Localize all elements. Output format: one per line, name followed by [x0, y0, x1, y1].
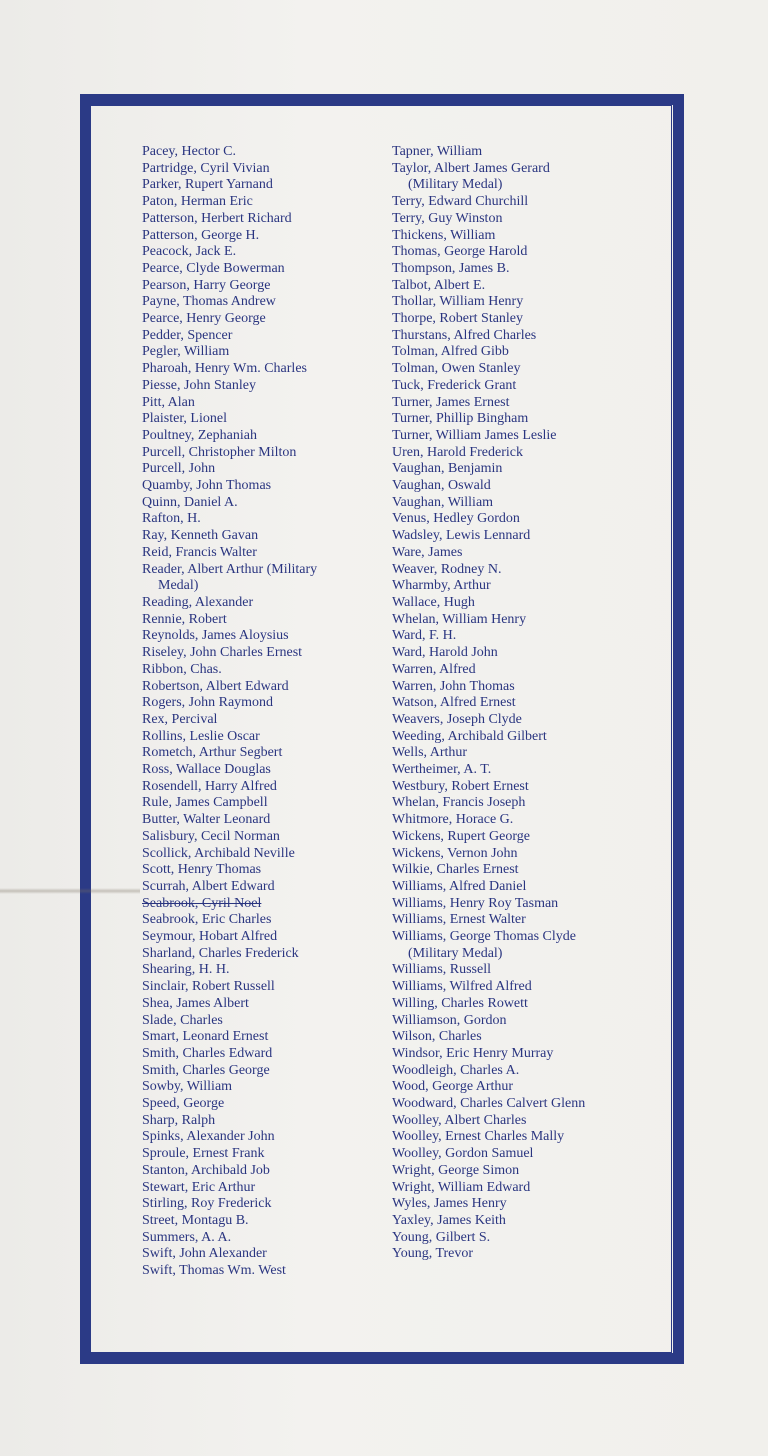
name-entry-continuation: (Military Medal)	[408, 945, 503, 961]
name-entry: Vaughan, William	[392, 494, 494, 510]
name-entry: Parker, Rupert Yarnand	[142, 177, 273, 193]
name-entry: Scurrah, Albert Edward	[142, 878, 275, 894]
name-entry: Thomas, George Harold	[392, 244, 528, 260]
name-entry: Partridge, Cyril Vivian	[142, 160, 270, 176]
name-entry: Yaxley, James Keith	[392, 1213, 506, 1228]
name-entry: Smith, Charles Edward	[142, 1045, 273, 1061]
name-entry: Summers, A. A.	[142, 1229, 232, 1245]
name-entry: Peacock, Jack E.	[142, 244, 237, 260]
name-entry: Williams, George Thomas Clyde	[392, 929, 577, 945]
name-entry: Pearce, Henry George	[142, 311, 266, 327]
name-entry-continuation: Medal)	[158, 578, 199, 594]
name-entry: Street, Montagu B.	[142, 1213, 249, 1228]
name-entry: Reading, Alexander	[142, 594, 254, 610]
name-entry: Wilkie, Charles Ernest	[392, 862, 519, 878]
name-entry: Windsor, Eric Henry Murray	[392, 1045, 554, 1061]
name-entry: Weaver, Rodney N.	[392, 561, 502, 577]
name-entry: Speed, George	[142, 1096, 225, 1112]
name-entry: Quinn, Daniel A.	[142, 494, 238, 510]
name-entry: Wadsley, Lewis Lennard	[392, 528, 531, 544]
name-entry: Swift, Thomas Wm. West	[142, 1263, 286, 1279]
name-entry: Turner, James Ernest	[392, 394, 510, 410]
name-entry: Wallace, Hugh	[392, 594, 475, 610]
name-entry: Thorpe, Robert Stanley	[392, 311, 524, 327]
name-entry: Rex, Percival	[142, 711, 218, 727]
name-entry: Slade, Charles	[142, 1012, 223, 1028]
name-entry: Williams, Henry Roy Tasman	[392, 895, 559, 911]
name-entry: Williams, Wilfred Alfred	[392, 979, 532, 995]
name-entry: Young, Trevor	[392, 1246, 474, 1262]
name-entry: Wilson, Charles	[392, 1029, 482, 1045]
name-entry: Woolley, Albert Charles	[392, 1112, 527, 1128]
name-entry: Smart, Leonard Ernest	[142, 1029, 269, 1045]
name-entry: Rollins, Leslie Oscar	[142, 728, 260, 744]
name-entry: Payne, Thomas Andrew	[142, 294, 276, 310]
name-entry: Shea, James Albert	[142, 995, 249, 1011]
name-entry: Patterson, George H.	[142, 227, 260, 243]
name-entry: Weeding, Archibald Gilbert	[392, 728, 547, 744]
name-entry: Thurstans, Alfred Charles	[392, 327, 537, 343]
name-entry: Shearing, H. H.	[142, 962, 230, 978]
name-entry: Willing, Charles Rowett	[392, 995, 528, 1011]
name-entry: Sproule, Ernest Frank	[142, 1146, 265, 1162]
name-entry: Tuck, Frederick Grant	[392, 377, 517, 393]
name-entry: Wharmby, Arthur	[392, 578, 491, 594]
name-entry: Scott, Henry Thomas	[142, 862, 262, 878]
name-entry: Vaughan, Benjamin	[392, 461, 503, 477]
name-entry: Ross, Wallace Douglas	[142, 762, 271, 778]
name-entry: Taylor, Albert James Gerard	[392, 160, 550, 176]
name-entry: Stanton, Archibald Job	[142, 1162, 270, 1178]
name-entry: Tolman, Alfred Gibb	[392, 344, 509, 360]
name-entry: Ward, F. H.	[392, 628, 457, 644]
name-entry: Poultney, Zephaniah	[142, 427, 257, 443]
name-entry: Paton, Herman Eric	[142, 194, 253, 210]
name-entry: Quamby, John Thomas	[142, 478, 272, 494]
name-entry: Spinks, Alexander John	[142, 1129, 275, 1145]
name-entry: Purcell, John	[142, 461, 216, 477]
name-entry: Rogers, John Raymond	[142, 695, 274, 711]
name-entry: Terry, Guy Winston	[392, 210, 503, 226]
name-entry: Whitmore, Horace G.	[392, 812, 514, 828]
name-entry: Reynolds, James Aloysius	[142, 628, 289, 644]
name-entry: Pearson, Harry George	[142, 277, 271, 293]
name-entry: Sowby, William	[142, 1079, 233, 1095]
name-entry: Ware, James	[392, 544, 463, 560]
name-entry: Venus, Hedley Gordon	[392, 511, 520, 527]
name-entry: Thompson, James B.	[392, 260, 510, 276]
name-entry: Ribbon, Chas.	[142, 661, 222, 677]
name-entry: Pearce, Clyde Bowerman	[142, 260, 285, 276]
name-entry: Wertheimer, A. T.	[392, 762, 492, 778]
name-entry: Wright, George Simon	[392, 1162, 520, 1178]
name-entry: Robertson, Albert Edward	[142, 678, 289, 694]
name-entry: Purcell, Christopher Milton	[142, 444, 297, 460]
name-entry: Woolley, Gordon Samuel	[392, 1146, 534, 1162]
name-entry: Williamson, Gordon	[392, 1012, 507, 1028]
paper-fold-crease	[0, 888, 140, 894]
name-entry: Reid, Francis Walter	[142, 544, 257, 560]
name-entry: Vaughan, Oswald	[392, 478, 491, 494]
name-entry: Watson, Alfred Ernest	[392, 695, 516, 711]
name-entry: Terry, Edward Churchill	[392, 194, 529, 210]
name-entry: Rennie, Robert	[142, 611, 227, 627]
name-entry: Ray, Kenneth Gavan	[142, 528, 259, 544]
name-entry: Seabrook, Cyril Noel	[142, 895, 262, 911]
name-entry: Thollar, William Henry	[392, 294, 524, 310]
name-entry: Thickens, William	[392, 227, 496, 243]
name-entry: Warren, John Thomas	[392, 678, 515, 694]
name-entry: Butter, Walter Leonard	[142, 812, 271, 828]
name-entry: Westbury, Robert Ernest	[392, 778, 529, 794]
name-entry: Woodleigh, Charles A.	[392, 1062, 520, 1078]
name-entry: Scollick, Archibald Neville	[142, 845, 295, 861]
name-entry: Pegler, William	[142, 344, 230, 360]
name-entry: Sharland, Charles Frederick	[142, 945, 299, 961]
name-entry: Plaister, Lionel	[142, 411, 227, 427]
name-entry: Wright, William Edward	[392, 1179, 531, 1195]
name-entry: Talbot, Albert E.	[392, 277, 486, 293]
name-entry: Wickens, Rupert George	[392, 828, 530, 844]
name-entry: Rafton, H.	[142, 511, 201, 527]
name-entry: Sharp, Ralph	[142, 1112, 216, 1128]
name-entry: Rosendell, Harry Alfred	[142, 778, 277, 794]
name-entry: Rule, James Campbell	[142, 795, 268, 811]
name-entry: Salisbury, Cecil Norman	[142, 828, 280, 844]
name-entry: Smith, Charles George	[142, 1062, 270, 1078]
name-entry: Turner, William James Leslie	[392, 427, 557, 443]
name-entry: Williams, Ernest Walter	[392, 912, 526, 928]
name-entry: Pitt, Alan	[142, 394, 195, 410]
name-entry: Woolley, Ernest Charles Mally	[392, 1129, 565, 1145]
name-entry: Rometch, Arthur Segbert	[142, 745, 283, 761]
name-entry-continuation: (Military Medal)	[408, 177, 503, 193]
name-entry: Wood, George Arthur	[392, 1079, 514, 1095]
name-entry: Pedder, Spencer	[142, 327, 233, 343]
name-entry: Stewart, Eric Arthur	[142, 1179, 256, 1195]
name-entry: Pharoah, Henry Wm. Charles	[142, 361, 307, 377]
name-entry: Swift, John Alexander	[142, 1246, 267, 1262]
name-entry: Whelan, Francis Joseph	[392, 795, 526, 811]
name-entry: Young, Gilbert S.	[392, 1229, 491, 1245]
name-entry: Williams, Alfred Daniel	[392, 878, 527, 894]
name-entry: Stirling, Roy Frederick	[142, 1196, 272, 1212]
name-entry: Ward, Harold John	[392, 645, 498, 661]
name-entry: Williams, Russell	[392, 962, 491, 978]
name-entry: Seabrook, Eric Charles	[142, 912, 272, 928]
name-entry: Reader, Albert Arthur (Military	[142, 561, 318, 577]
name-entry: Wyles, James Henry	[392, 1196, 507, 1212]
name-entry: Wickens, Vernon John	[392, 845, 518, 861]
name-entry: Seymour, Hobart Alfred	[142, 929, 278, 945]
name-entry: Pacey, Hector C.	[142, 144, 236, 159]
name-entry: Uren, Harold Frederick	[392, 444, 524, 460]
name-entry: Warren, Alfred	[392, 661, 476, 677]
names-column-left	[142, 144, 382, 1280]
name-entry: Turner, Phillip Bingham	[392, 411, 529, 427]
name-entry: Woodward, Charles Calvert Glenn	[392, 1096, 586, 1112]
name-entry: Riseley, John Charles Ernest	[142, 645, 303, 661]
name-entry: Sinclair, Robert Russell	[142, 979, 275, 995]
name-entry: Whelan, William Henry	[392, 611, 527, 627]
names-column-right	[392, 144, 632, 1263]
name-entry: Piesse, John Stanley	[142, 377, 256, 393]
name-entry: Tapner, William	[392, 144, 483, 159]
name-entry: Tolman, Owen Stanley	[392, 361, 521, 377]
name-entry: Wells, Arthur	[392, 745, 468, 761]
name-entry: Patterson, Herbert Richard	[142, 210, 292, 226]
name-entry: Weavers, Joseph Clyde	[392, 711, 522, 727]
